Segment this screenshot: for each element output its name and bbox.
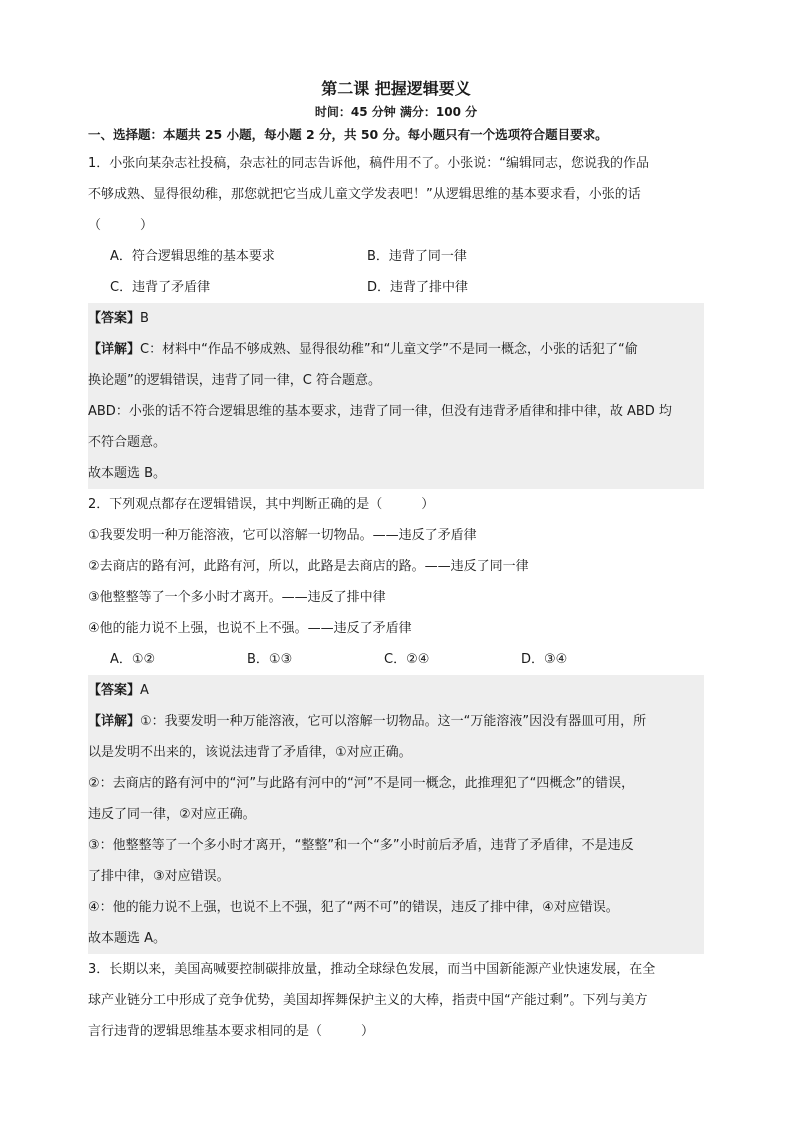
answer-line xyxy=(88,303,704,334)
question-1 xyxy=(88,148,704,489)
document-page xyxy=(88,76,704,1047)
question-stem-line: 2．下列观点都存在逻辑错误，其中判断正确的是（ ） xyxy=(88,497,435,512)
question-stem-line: 1．小张向某杂志社投稿，杂志社的同志告诉他，稿件用不了。小张说：“编辑同志，您说我的作品 xyxy=(88,156,650,171)
statement-line: ②去商店的路有河，此路有河，所以，此路是去商店的路。——违反了同一律 xyxy=(88,559,529,574)
page-title: 第二课 把握逻辑要义 xyxy=(321,79,471,98)
detail-line: 换论题”的逻辑错误，违背了同一律，C 符合题意。 xyxy=(88,373,381,388)
question-2 xyxy=(88,489,704,954)
option-d: D．违背了排中律 xyxy=(367,280,469,295)
answer-label: 【答案】 xyxy=(88,311,141,326)
detail-line xyxy=(88,706,704,737)
detail-label: 【详解】 xyxy=(88,714,141,729)
option-b: B．①③ xyxy=(247,652,293,667)
detail-line: ④：他的能力说不上强，也说不上不强，犯了“两不可”的错误，违反了排中律，④对应错误。 xyxy=(88,900,619,915)
detail-line: ③：他整整等了一个多小时才离开，“整整”和一个“多”小时前后矛盾，违背了矛盾律，不是违反 xyxy=(88,838,634,853)
question-stem-line: 不够成熟、显得很幼稚，那您就把它当成儿童文学发表吧！”从逻辑思维的基本要求看，小张的话 xyxy=(88,187,641,202)
question-3 xyxy=(88,954,704,1047)
detail-line: 了排中律，③对应错误。 xyxy=(88,869,230,884)
option-c: C．违背了矛盾律 xyxy=(110,280,211,295)
section-heading: 一、选择题：本题共 25 小题，每小题 2 分，共 50 分。每小题只有一个选项符合题目要求。 xyxy=(88,127,608,142)
question-stem-line: （ ） xyxy=(88,218,154,233)
exam-info: 时间：45 分钟 满分：100 分 xyxy=(314,105,478,119)
option-a: A．符合逻辑思维的基本要求 xyxy=(110,249,275,264)
answer-value: B xyxy=(140,311,149,326)
detail-label: 【详解】 xyxy=(88,342,141,357)
statement-line: ④他的能力说不上强，也说不上不强。——违反了矛盾律 xyxy=(88,621,412,636)
option-b: B．违背了同一律 xyxy=(367,249,467,264)
answer-block xyxy=(88,303,704,489)
detail-line: 故本题选 A。 xyxy=(88,931,167,946)
question-stem-line: 3．长期以来，美国高喊要控制碳排放量，推动全球绿色发展，而当中国新能源产业快速发展，在全 xyxy=(88,962,656,977)
detail-text: ①：我要发明一种万能溶液，它可以溶解一切物品。这一“万能溶液”因没有器皿可用，所 xyxy=(140,714,647,729)
options-row xyxy=(88,644,704,675)
detail-line: 故本题选 B。 xyxy=(88,466,167,481)
options-row xyxy=(88,241,704,272)
detail-line xyxy=(88,334,704,365)
detail-line: 不符合题意。 xyxy=(88,435,167,450)
answer-value: A xyxy=(140,683,149,698)
option-d: D．③④ xyxy=(521,652,568,667)
option-a: A．①② xyxy=(110,652,156,667)
answer-block xyxy=(88,675,704,954)
statement-line: ①我要发明一种万能溶液，它可以溶解一切物品。——违反了矛盾律 xyxy=(88,528,477,543)
statement-line: ③他整整等了一个多小时才离开。——违反了排中律 xyxy=(88,590,386,605)
detail-line: ABD：小张的话不符合逻辑思维的基本要求，违背了同一律，但没有违背矛盾律和排中律，故 ABD 均 xyxy=(88,404,672,419)
options-row xyxy=(88,272,704,303)
question-stem-line: 球产业链分工中形成了竞争优势，美国却挥舞保护主义的大棒，指责中国“产能过剩”。下列与美方 xyxy=(88,993,648,1008)
question-stem-line: 言行违背的逻辑思维基本要求相同的是（ ） xyxy=(88,1024,375,1039)
detail-line: 以是发明不出来的，该说法违背了矛盾律，①对应正确。 xyxy=(88,745,412,760)
detail-line: ②：去商店的路有河中的“河”与此路有河中的“河”不是同一概念，此推理犯了“四概念”的错误， xyxy=(88,776,635,791)
detail-line: 违反了同一律，②对应正确。 xyxy=(88,807,256,822)
answer-line xyxy=(88,675,704,706)
option-c: C．②④ xyxy=(384,652,430,667)
answer-label: 【答案】 xyxy=(88,683,141,698)
detail-text: C：材料中“作品不够成熟、显得很幼稚”和“儿童文学”不是同一概念，小张的话犯了“偷 xyxy=(140,342,638,357)
